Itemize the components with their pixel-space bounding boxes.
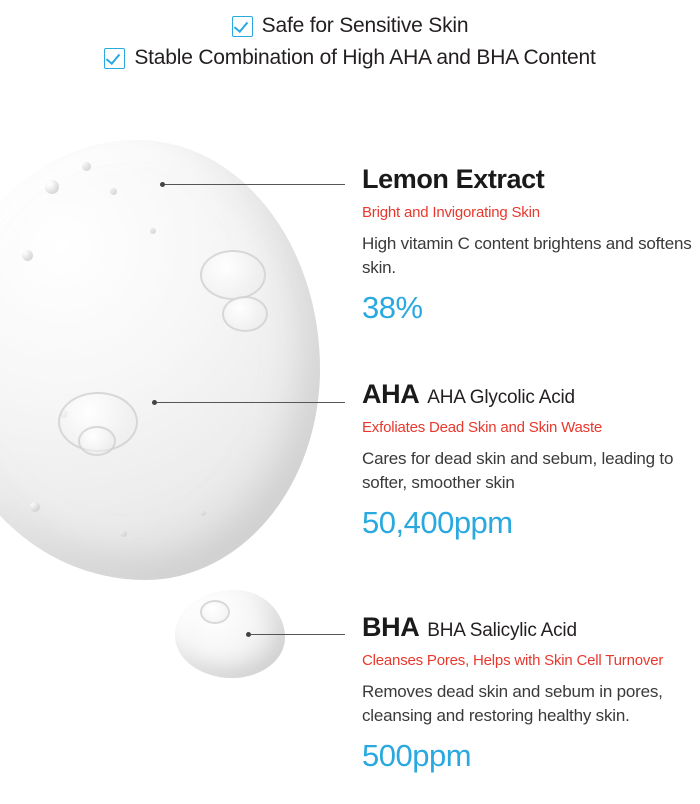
ingredient-block-bha [362, 613, 692, 774]
gel-bubble-ring [78, 426, 116, 456]
gel-bubble-ring [200, 250, 266, 300]
checklist-item [0, 14, 700, 38]
gel-illustration [0, 110, 360, 690]
ingredient-highlight: Exfoliates Dead Skin and Skin Waste [362, 418, 603, 436]
ingredient-title-row [362, 165, 692, 195]
ingredient-title: BHA [362, 612, 420, 642]
gel-bubble [150, 228, 156, 234]
gel-bubble [110, 188, 117, 195]
ingredient-value: 500ppm [362, 737, 472, 773]
gel-blob-large [0, 140, 320, 580]
gel-bubble-ring [200, 600, 230, 624]
checklist-item [0, 46, 700, 70]
ingredient-subtitle: AHA Glycolic Acid [427, 387, 575, 408]
feature-checklist [0, 14, 700, 78]
ingredient-description: Cares for dead skin and sebum, leading to softer, smoother skin [362, 448, 674, 493]
gel-bubble [22, 250, 33, 261]
gel-bubble [200, 510, 206, 516]
ingredient-block-aha [362, 380, 692, 541]
gel-bubble [82, 162, 91, 171]
ingredient-highlight: Bright and Invigorating Skin [362, 203, 540, 221]
gel-bubble [45, 180, 59, 194]
checklist-item-label: Stable Combination of High AHA and BHA Content [134, 46, 596, 69]
ingredient-highlight: Cleanses Pores, Helps with Skin Cell Turnover [362, 651, 664, 669]
ingredient-subtitle: BHA Salicylic Acid [427, 620, 577, 641]
ingredient-description: Removes dead skin and sebum in pores, cleansing and restoring healthy skin. [362, 681, 663, 726]
checklist-item-label: Safe for Sensitive Skin [261, 14, 469, 37]
ingredient-value: 50,400ppm [362, 504, 513, 540]
callout-line-aha [157, 402, 345, 403]
gel-bubble [120, 530, 127, 537]
ingredient-title-row [362, 613, 692, 643]
ingredient-block-lemon-extract [362, 165, 692, 326]
callout-line-lemon [165, 184, 345, 185]
ingredient-title-row [362, 380, 692, 410]
ingredient-title: Lemon Extract [362, 164, 545, 194]
ingredient-value: 38% [362, 289, 423, 325]
ingredient-description: High vitamin C content brightens and softens skin. [362, 233, 692, 278]
ingredient-title: AHA [362, 379, 420, 409]
checkbox-check-icon [104, 48, 125, 69]
gel-bubble [30, 502, 40, 512]
checkbox-check-icon [232, 16, 253, 37]
callout-line-bha [251, 634, 345, 635]
gel-bubble-ring [222, 296, 268, 332]
